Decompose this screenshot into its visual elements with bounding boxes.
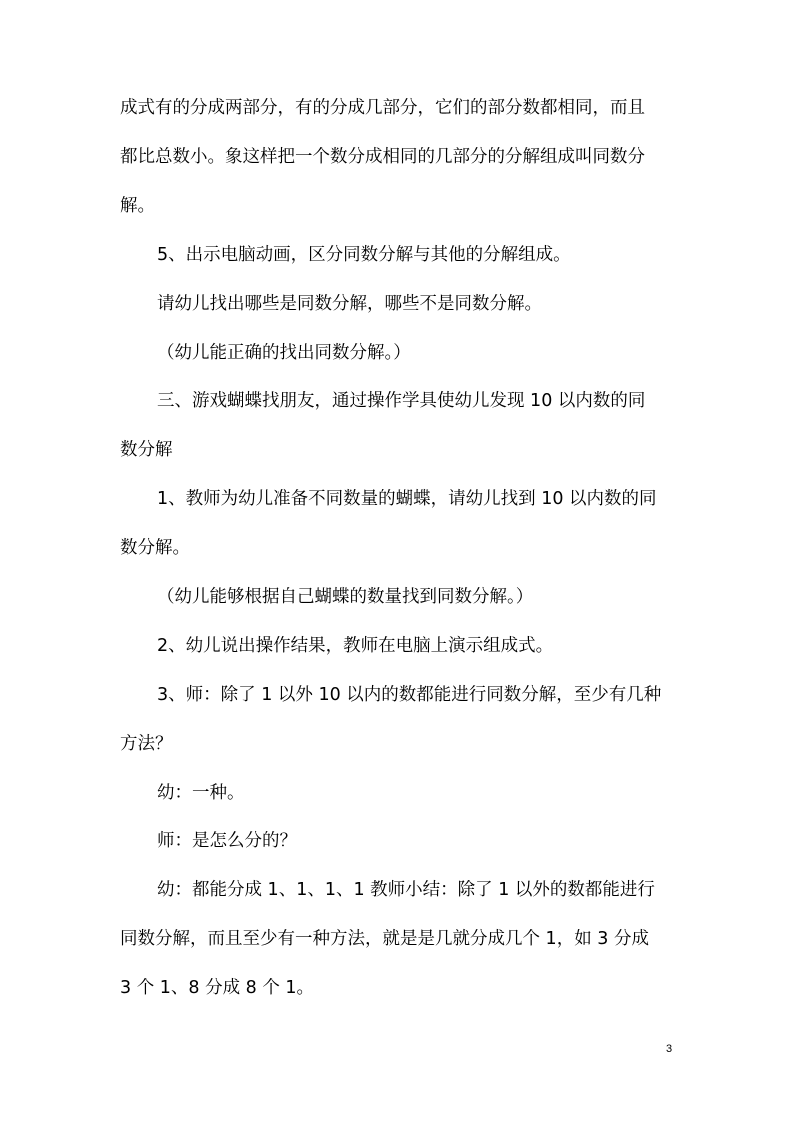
text-line: 5、出示电脑动画，区分同数分解与其他的分解组成。 xyxy=(157,245,571,265)
text-line: 1、教师为幼儿准备不同数量的蝴蝶，请幼儿找到 10 以内数的同 xyxy=(157,489,657,509)
text-line: 三、游戏蝴蝶找朋友，通过操作学具使幼儿发现 10 以内数的同 xyxy=(157,391,646,411)
text-line: 请幼儿找出哪些是同数分解，哪些不是同数分解。 xyxy=(157,294,542,314)
text-line: 同数分解，而且至少有一种方法，就是是几就分成几个 1，如 3 分成 xyxy=(120,929,649,949)
text-line: 幼：都能分成 1、1、1、1 教师小结：除了 1 以外的数都能进行 xyxy=(157,880,655,900)
text-line: 幼：一种。 xyxy=(157,783,245,803)
text-line: 解。 xyxy=(120,196,155,216)
page-number: 3 xyxy=(666,1043,673,1055)
text-line: 师：是怎么分的？ xyxy=(157,831,297,851)
text-line: 方法？ xyxy=(120,734,173,754)
text-line: 成式有的分成两部分，有的分成几部分，它们的部分数都相同，而且 xyxy=(120,98,645,118)
text-line: （幼儿能够根据自己蝴蝶的数量找到同数分解。） xyxy=(157,587,534,607)
text-line: 都比总数小。象这样把一个数分成相同的几部分的分解组成叫同数分 xyxy=(120,147,645,167)
text-line: 数分解 xyxy=(120,440,173,460)
text-line: 2、幼儿说出操作结果，教师在电脑上演示组成式。 xyxy=(157,636,554,656)
text-line: 数分解。 xyxy=(120,538,190,558)
text-line: 3、师：除了 1 以外 10 以内的数都能进行同数分解，至少有几种 xyxy=(157,685,662,705)
text-line: 3 个 1、8 分成 8 个 1。 xyxy=(120,978,315,998)
text-line: （幼儿能正确的找出同数分解。） xyxy=(157,343,411,363)
